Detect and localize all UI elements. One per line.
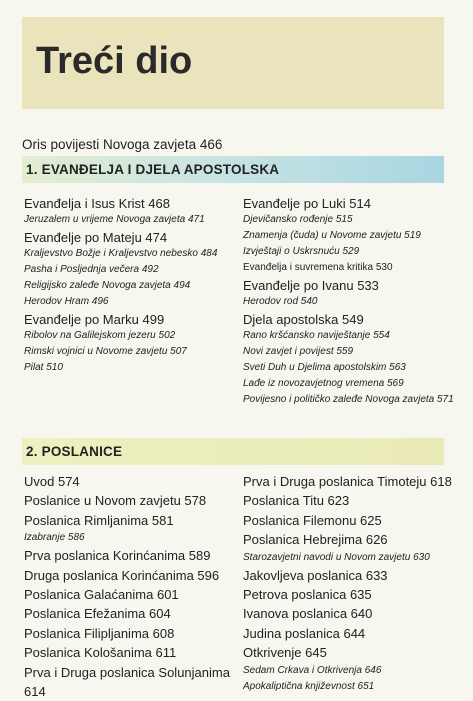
toc-entry[interactable]: Petrova poslanica 635	[243, 587, 372, 603]
toc-entry[interactable]: Jakovljeva poslanica 633	[243, 567, 388, 583]
toc-entry[interactable]: Evanđelja i suvremena kritika 530	[243, 262, 393, 273]
toc-entry[interactable]: Ivanova poslanica 640	[243, 606, 373, 622]
toc-entry[interactable]: Evanđelje po Luki 514	[243, 196, 371, 211]
section-2-left-column	[24, 472, 239, 701]
toc-entry[interactable]: Poslanica Efežanima 604	[24, 606, 171, 622]
toc-subentry[interactable]: Povijesno i političko zaleđe Novoga zavjeta 571	[243, 394, 454, 405]
toc-entry[interactable]: Evanđelje po Marku 499	[24, 312, 165, 327]
toc-entry[interactable]: Poslanica Rimljanima 581	[24, 512, 174, 528]
toc-subentry[interactable]: Novi zavjet i povijest 559	[243, 346, 354, 357]
toc-entry[interactable]: Poslanica Kološanima 611	[24, 645, 177, 661]
toc-subentry[interactable]: Rimski vojnici u Novome zavjetu 507	[24, 346, 187, 357]
toc-subentry[interactable]: Izvještaji o Uskrsnuću 529	[243, 246, 360, 257]
toc-subentry[interactable]: Sveti Duh u Djelima apostolskim 563	[243, 362, 406, 373]
section-2-right-column	[243, 472, 458, 695]
toc-entry[interactable]: Poslanice u Novom zavjetu 578	[24, 493, 207, 509]
toc-subentry[interactable]: Kraljevstvo Božje i Kraljevstvo nebesko 484	[24, 248, 218, 259]
toc-subentry[interactable]: Ribolov na Galilejskom jezeru 502	[24, 330, 176, 341]
toc-subentry[interactable]: Pilat 510	[24, 362, 63, 373]
toc-entry[interactable]: Djela apostolska 549	[243, 312, 364, 327]
toc-subentry[interactable]: Religijsko zaleđe Novoga zavjeta 494	[24, 280, 191, 291]
toc-entry[interactable]: Evanđelje po Mateju 474	[24, 230, 168, 245]
toc-subentry[interactable]: Rano kršćansko naviještanje 554	[243, 330, 390, 341]
toc-entry[interactable]: Poslanica Galaćanima 601	[24, 587, 179, 603]
toc-entry[interactable]: Prva i Druga poslanica Timoteju 618	[243, 474, 452, 489]
section-2-heading: 2. POSLANICE	[22, 438, 444, 465]
toc-entry[interactable]: Poslanica Hebrejima 626	[243, 532, 388, 548]
toc-entry[interactable]: Uvod 574	[24, 474, 80, 489]
toc-subentry[interactable]: Starozavjetni navodi u Novom zavjetu 630	[243, 551, 430, 563]
toc-subentry[interactable]: Djevičansko rođenje 515	[243, 214, 353, 225]
page-title: Treći dio	[36, 40, 193, 82]
toc-subentry[interactable]: Izabranje 586	[24, 532, 85, 544]
section-1-left-column	[24, 194, 239, 376]
toc-entry[interactable]: Poslanica Filipljanima 608	[24, 625, 175, 641]
toc-entry[interactable]: Evanđelja i Isus Krist 468	[24, 196, 170, 211]
toc-subentry[interactable]: Pasha i Posljednja večera 492	[24, 264, 159, 275]
toc-entry[interactable]: Prva i Druga poslanica Solunjanima 614	[24, 664, 230, 700]
toc-subentry[interactable]: Jeruzalem u vrijeme Novoga zavjeta 471	[24, 214, 205, 225]
toc-subentry[interactable]: Znamenja (čuda) u Novome zavjetu 519	[243, 230, 421, 241]
toc-entry[interactable]: Judina poslanica 644	[243, 625, 366, 641]
title-box	[22, 17, 444, 109]
section-1-right-column	[243, 194, 458, 408]
intro-entry[interactable]: Oris povijesti Novoga zavjeta 466	[22, 137, 223, 152]
toc-entry[interactable]: Prva poslanica Korinćanima 589	[24, 548, 211, 564]
toc-subentry[interactable]: Sedam Crkava i Otkrivenja 646	[243, 664, 382, 676]
toc-subentry[interactable]: Herodov rod 540	[243, 296, 318, 307]
toc-entry[interactable]: Druga poslanica Korinćanima 596	[24, 567, 220, 583]
toc-entry[interactable]: Poslanica Filemonu 625	[243, 512, 382, 528]
section-1-heading: 1. EVANĐELJA I DJELA APOSTOLSKA	[22, 156, 444, 183]
toc-subentry[interactable]: Apokaliptična književnost 651	[243, 680, 375, 692]
toc-entry[interactable]: Evanđelje po Ivanu 533	[243, 278, 379, 293]
toc-entry[interactable]: Otkrivenje 645	[243, 645, 327, 661]
toc-subentry[interactable]: Lađe iz novozavjetnog vremena 569	[243, 378, 404, 389]
toc-entry[interactable]: Poslanica Titu 623	[243, 493, 350, 509]
toc-subentry[interactable]: Herodov Hram 496	[24, 296, 109, 307]
